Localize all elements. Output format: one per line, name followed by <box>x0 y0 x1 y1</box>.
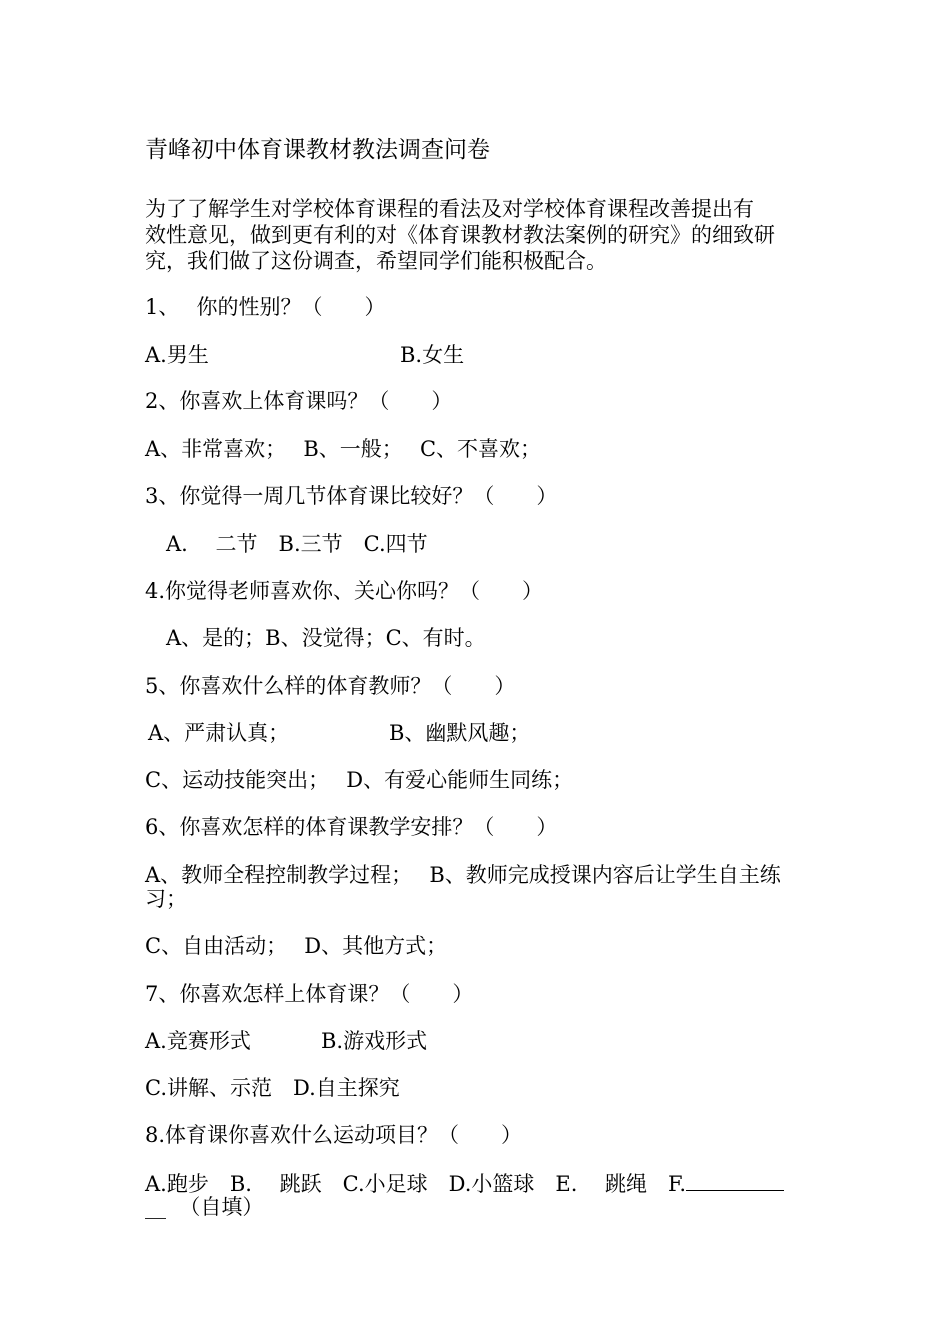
q6-options-ab-line2: 习； <box>145 887 187 911</box>
q7-options-cd: C.讲解、示范 D.自主探究 <box>145 1076 400 1100</box>
q3-options: A. 二节 B.三节 C.四节 <box>166 532 428 556</box>
intro-line-2: 效性意见，做到更有利的对《体育课教材教法案例的研究》的细致研 <box>145 223 775 247</box>
q8-options-text: A.跑步 B. 跳跃 C.小足球 D.小篮球 E. 跳绳 F. <box>145 1172 687 1196</box>
question-5: 5、你喜欢什么样的体育教师？（ ） <box>145 674 516 698</box>
question-7: 7、你喜欢怎样上体育课？（ ） <box>145 982 474 1006</box>
question-2: 2、你喜欢上体育课吗？（ ） <box>145 389 453 413</box>
q7-option-b: B.游戏形式 <box>321 1029 428 1053</box>
q8-self-fill-note: （自填） <box>179 1195 264 1219</box>
q2-options: A、非常喜欢； B、一般； C、不喜欢； <box>145 437 542 461</box>
page-title: 青峰初中体育课教材教法调查问卷 <box>145 137 490 163</box>
question-1: 1、 你的性别？（ ） <box>145 295 386 319</box>
question-3: 3、你觉得一周几节体育课比较好？（ ） <box>145 484 558 508</box>
q5-option-b: B、幽默风趣； <box>389 721 531 745</box>
question-6: 6、你喜欢怎样的体育课教学安排？（ ） <box>145 815 558 839</box>
q8-fill-blank[interactable] <box>686 1170 784 1191</box>
q5-option-a: A、严肃认真； <box>148 721 290 745</box>
q8-options-line2 <box>145 1194 263 1220</box>
q8-blank-tail: __ <box>145 1195 166 1219</box>
question-8: 8.体育课你喜欢什么运动项目？（ ） <box>145 1123 523 1147</box>
q8-options-line1 <box>145 1170 784 1197</box>
q6-options-cd: C、自由活动； D、其他方式； <box>145 934 448 958</box>
q1-option-b: B.女生 <box>400 343 465 367</box>
q6-options-ab-line1: A、教师全程控制教学过程； B、教师完成授课内容后让学生自主练 <box>145 863 781 887</box>
intro-paragraph <box>145 196 817 274</box>
q7-option-a: A.竞赛形式 <box>145 1029 251 1053</box>
intro-line-3: 究，我们做了这份调查，希望同学们能积极配合。 <box>145 249 607 273</box>
question-4: 4.你觉得老师喜欢你、关心你吗？（ ） <box>145 579 544 603</box>
q5-options-cd: C、运动技能突出； D、有爱心能师生同练； <box>145 768 574 792</box>
q4-options: A、是的；B、没觉得；C、有时。 <box>166 626 486 650</box>
intro-line-1: 为了了解学生对学校体育课程的看法及对学校体育课程改善提出有 <box>145 197 754 221</box>
q1-option-a: A.男生 <box>145 343 209 367</box>
